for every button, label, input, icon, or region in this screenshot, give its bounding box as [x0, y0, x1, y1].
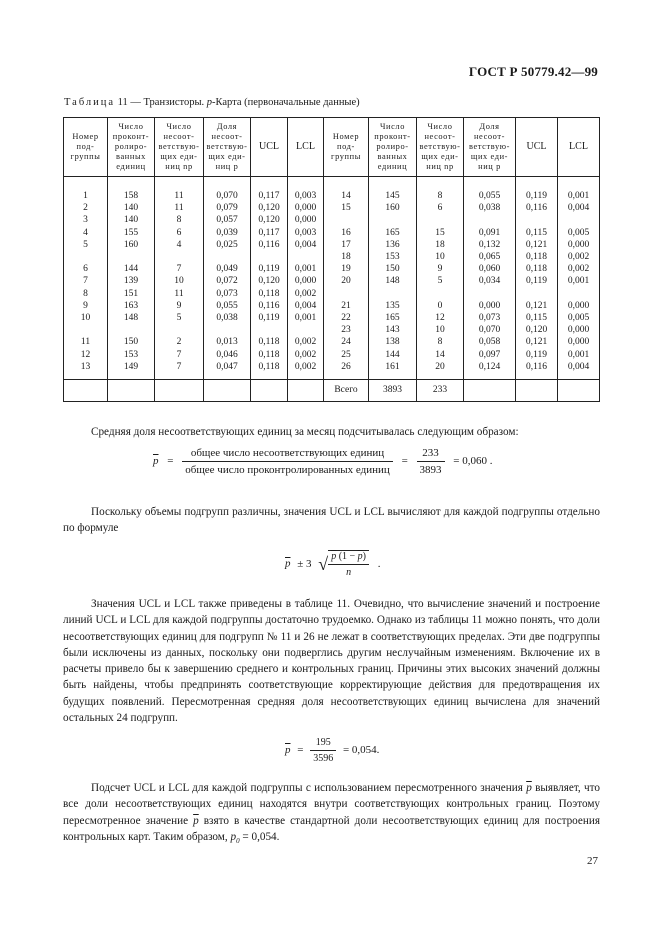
header-cell [464, 118, 516, 177]
header-p-left: Доля несоот- ветствую- щих еди- ниц p [206, 122, 248, 171]
header-cell [64, 118, 108, 177]
header-cell [251, 118, 288, 177]
paragraph-1: Средняя доля несоответствующих единиц за месяц подсчитывалась следующим образом: [91, 426, 519, 438]
table-caption [64, 97, 360, 108]
radicand-text: (1 − [338, 551, 358, 562]
p-bar-symbol: $\overline{p}$ [357, 551, 363, 562]
para4-text-d: = 0,054. [239, 830, 280, 843]
header-subgroup-left: Номер под- группы [70, 132, 101, 161]
total-label: Всего [324, 380, 369, 402]
eq-sign: = [167, 455, 174, 468]
header-lcl-left: LCL [296, 141, 315, 152]
col-p-left: 0,070 0,079 0,057 0,039 0,025 0,049 0,072 0,073 0,055 0,038 0,013 0,046 0,047 [204, 177, 251, 380]
para4-text-c: взято в качестве стандартной доли несоответствующих единиц для построения контрольных карт. Таким образом, [63, 814, 600, 843]
header-cell [369, 118, 417, 177]
document-header: ГОСТ Р 50779.42—99 [468, 64, 598, 79]
total-inspected: 3893 [369, 380, 417, 402]
p-bar-symbol: $\overline{p}$ [285, 744, 291, 757]
p-bar-symbol: p [331, 551, 337, 562]
p-bar-symbol: $\overline{p}$ [285, 557, 291, 570]
fraction-revised-numerator: 195 [310, 737, 336, 751]
empty-cell [558, 380, 600, 402]
caption-p: p [206, 97, 213, 108]
radicand [328, 550, 369, 578]
fraction-words [182, 447, 393, 476]
para4-text-a: Подсчет UCL и LCL для каждой подгруппы с использованием пересмотренного значения [91, 782, 527, 794]
col-np-right: 8 6 15 18 10 9 5 0 12 10 8 14 20 [417, 177, 464, 380]
fraction-words-denominator: общее число проконтролированных единиц [185, 464, 390, 476]
col-ucl-right: 0,119 0,116 0,115 0,121 0,118 0,118 0,119 0,121 0,115 0,120 0,121 0,119 0,116 [516, 177, 558, 380]
empty-cell [204, 380, 251, 402]
p0-letter: p [230, 830, 237, 843]
fraction-values-denominator: 3893 [419, 464, 442, 476]
header-cell [108, 118, 155, 177]
header-p-right: Доля несоот- ветствую- щих еди- ниц p [468, 122, 511, 171]
empty-cell [516, 380, 558, 402]
table-total-row [64, 380, 600, 402]
sqrt-icon: √ [318, 553, 329, 574]
p-chart-table [63, 117, 600, 402]
header-np-left: Число несоот- ветствую- щих еди- ниц np [158, 122, 200, 171]
header-cell [204, 118, 251, 177]
col-lcl-left: 0,003 0,000 0,000 0,003 0,004 0,001 0,000 0,002 0,004 0,001 0,002 0,002 0,002 [288, 177, 324, 380]
header-ucl-left: UCL [259, 141, 279, 152]
header-ucl-right: UCL [526, 141, 547, 152]
header-np-right: Число несоот- ветствую- щих еди- ниц np [419, 122, 461, 171]
table-data-row [64, 177, 600, 380]
caption-text: 11 — Транзисторы. [115, 97, 207, 108]
table-header-row [64, 118, 600, 177]
total-nonconforming: 233 [417, 380, 464, 402]
col-inspected-left: 158 140 140 155 160 144 139 151 163 148 150 153 149 [108, 177, 155, 380]
p-bar-symbol: $\overline{p}$ [526, 782, 532, 794]
p-bar-symbol: $\overline{p}$ [153, 455, 159, 468]
fraction-values-numerator: 233 [417, 447, 445, 462]
col-ucl-left: 0,117 0,120 0,120 0,117 0,116 0,119 0,120 0,118 0,116 0,119 0,118 0,118 0,118 [251, 177, 288, 380]
plus-minus: ± 3 [297, 557, 312, 570]
header-lcl-right: LCL [569, 141, 588, 152]
caption-label: Таблица [64, 97, 116, 108]
fraction-values [417, 447, 445, 476]
header-inspected-left: Число проконт- ролиро- ванных единиц [112, 122, 150, 171]
fraction-revised-denominator: 3596 [313, 753, 334, 764]
col-lcl-right: 0,001 0,004 0,005 0,000 0,002 0,002 0,001 0,000 0,005 0,000 0,000 0,001 0,004 [558, 177, 600, 380]
col-subgroup-left: 1 2 3 4 5 6 7 8 9 10 11 12 13 [64, 177, 108, 380]
paragraph-3: Значения UCL и LCL также приведены в таблице 11. Очевидно, что вычисление значений и построение линий UCL и LCL для каждой подгруппы достаточно трудоемко. Однако из таблицы 11 можно понять, что доли несоответствующих единиц для подгрупп № 11 и 26 не лежат в соответствующих пределах. Эти две подгруппы были исключены из данных, поскольку они подверглись другим неслучайным изменениям. Включение их в расчеты привело бы к завершению среднего и контрольных границ. Причины этих высоких значений должны быть найдены, чтобы предпринять соответствующие корректирующие действия для предотвращения их будущих появлений. Пересмотренная средняя доля несоответствующих единиц вычислена для значений остальных 24 подгрупп. [63, 598, 600, 725]
eq-sign: = [297, 744, 304, 757]
header-cell [288, 118, 324, 177]
header-inspected-right: Число проконт- ролиро- ванных единиц [374, 122, 411, 171]
empty-cell [108, 380, 155, 402]
header-cell [417, 118, 464, 177]
caption-text-2: -Карта (первоначальные данные) [212, 97, 360, 108]
header-cell [155, 118, 204, 177]
paragraph-2: Поскольку объемы подгрупп различны, значения UCL и LCL вычисляют для каждой подгруппы отдельно по формуле [63, 506, 600, 535]
radicand-denominator: n [346, 567, 352, 578]
col-np-left: 11 11 8 6 4 7 10 11 9 5 2 7 7 [155, 177, 204, 380]
empty-cell [251, 380, 288, 402]
header-cell [324, 118, 369, 177]
empty-cell [464, 380, 516, 402]
paragraph-4 [63, 780, 600, 849]
fraction-words-numerator: общее число несоответствующих единиц [182, 447, 393, 462]
col-inspected-right: 145 160 165 136 153 150 148 135 165 143 138 144 161 [369, 177, 417, 380]
eq-sign-2: = [401, 455, 408, 468]
p0-symbol: $p_0$ [230, 830, 240, 846]
header-cell [558, 118, 600, 177]
col-subgroup-right: 14 15 16 17 18 19 20 21 22 23 24 25 26 [324, 177, 369, 380]
eq3-result: = 0,054. [342, 744, 380, 757]
empty-cell [155, 380, 204, 402]
equation-revised-mean [285, 737, 379, 764]
para4-text-b: выявляет, что все доли несоответствующих единиц находятся внутри соответствующих контрольных границ. Поэтому пересмотренное значение [63, 782, 600, 827]
p-bar-symbol: $\overline{p}$ [193, 814, 199, 827]
equation-limits [285, 550, 381, 578]
eq1-result: = 0,060 . [453, 455, 493, 468]
fraction-revised [310, 737, 336, 764]
header-subgroup-right: Номер под- группы [331, 132, 361, 161]
header-cell [516, 118, 558, 177]
equation-mean [153, 447, 493, 476]
page-number: 27 [587, 855, 598, 867]
radicand-numerator: p $(1 - \overline{p})$ [328, 551, 369, 565]
empty-cell [288, 380, 324, 402]
empty-cell [64, 380, 108, 402]
col-p-right: 0,055 0,038 0,091 0,132 0,065 0,060 0,034 0,000 0,073 0,070 0,058 0,097 0,124 [464, 177, 516, 380]
eq2-tail: . [377, 557, 381, 570]
